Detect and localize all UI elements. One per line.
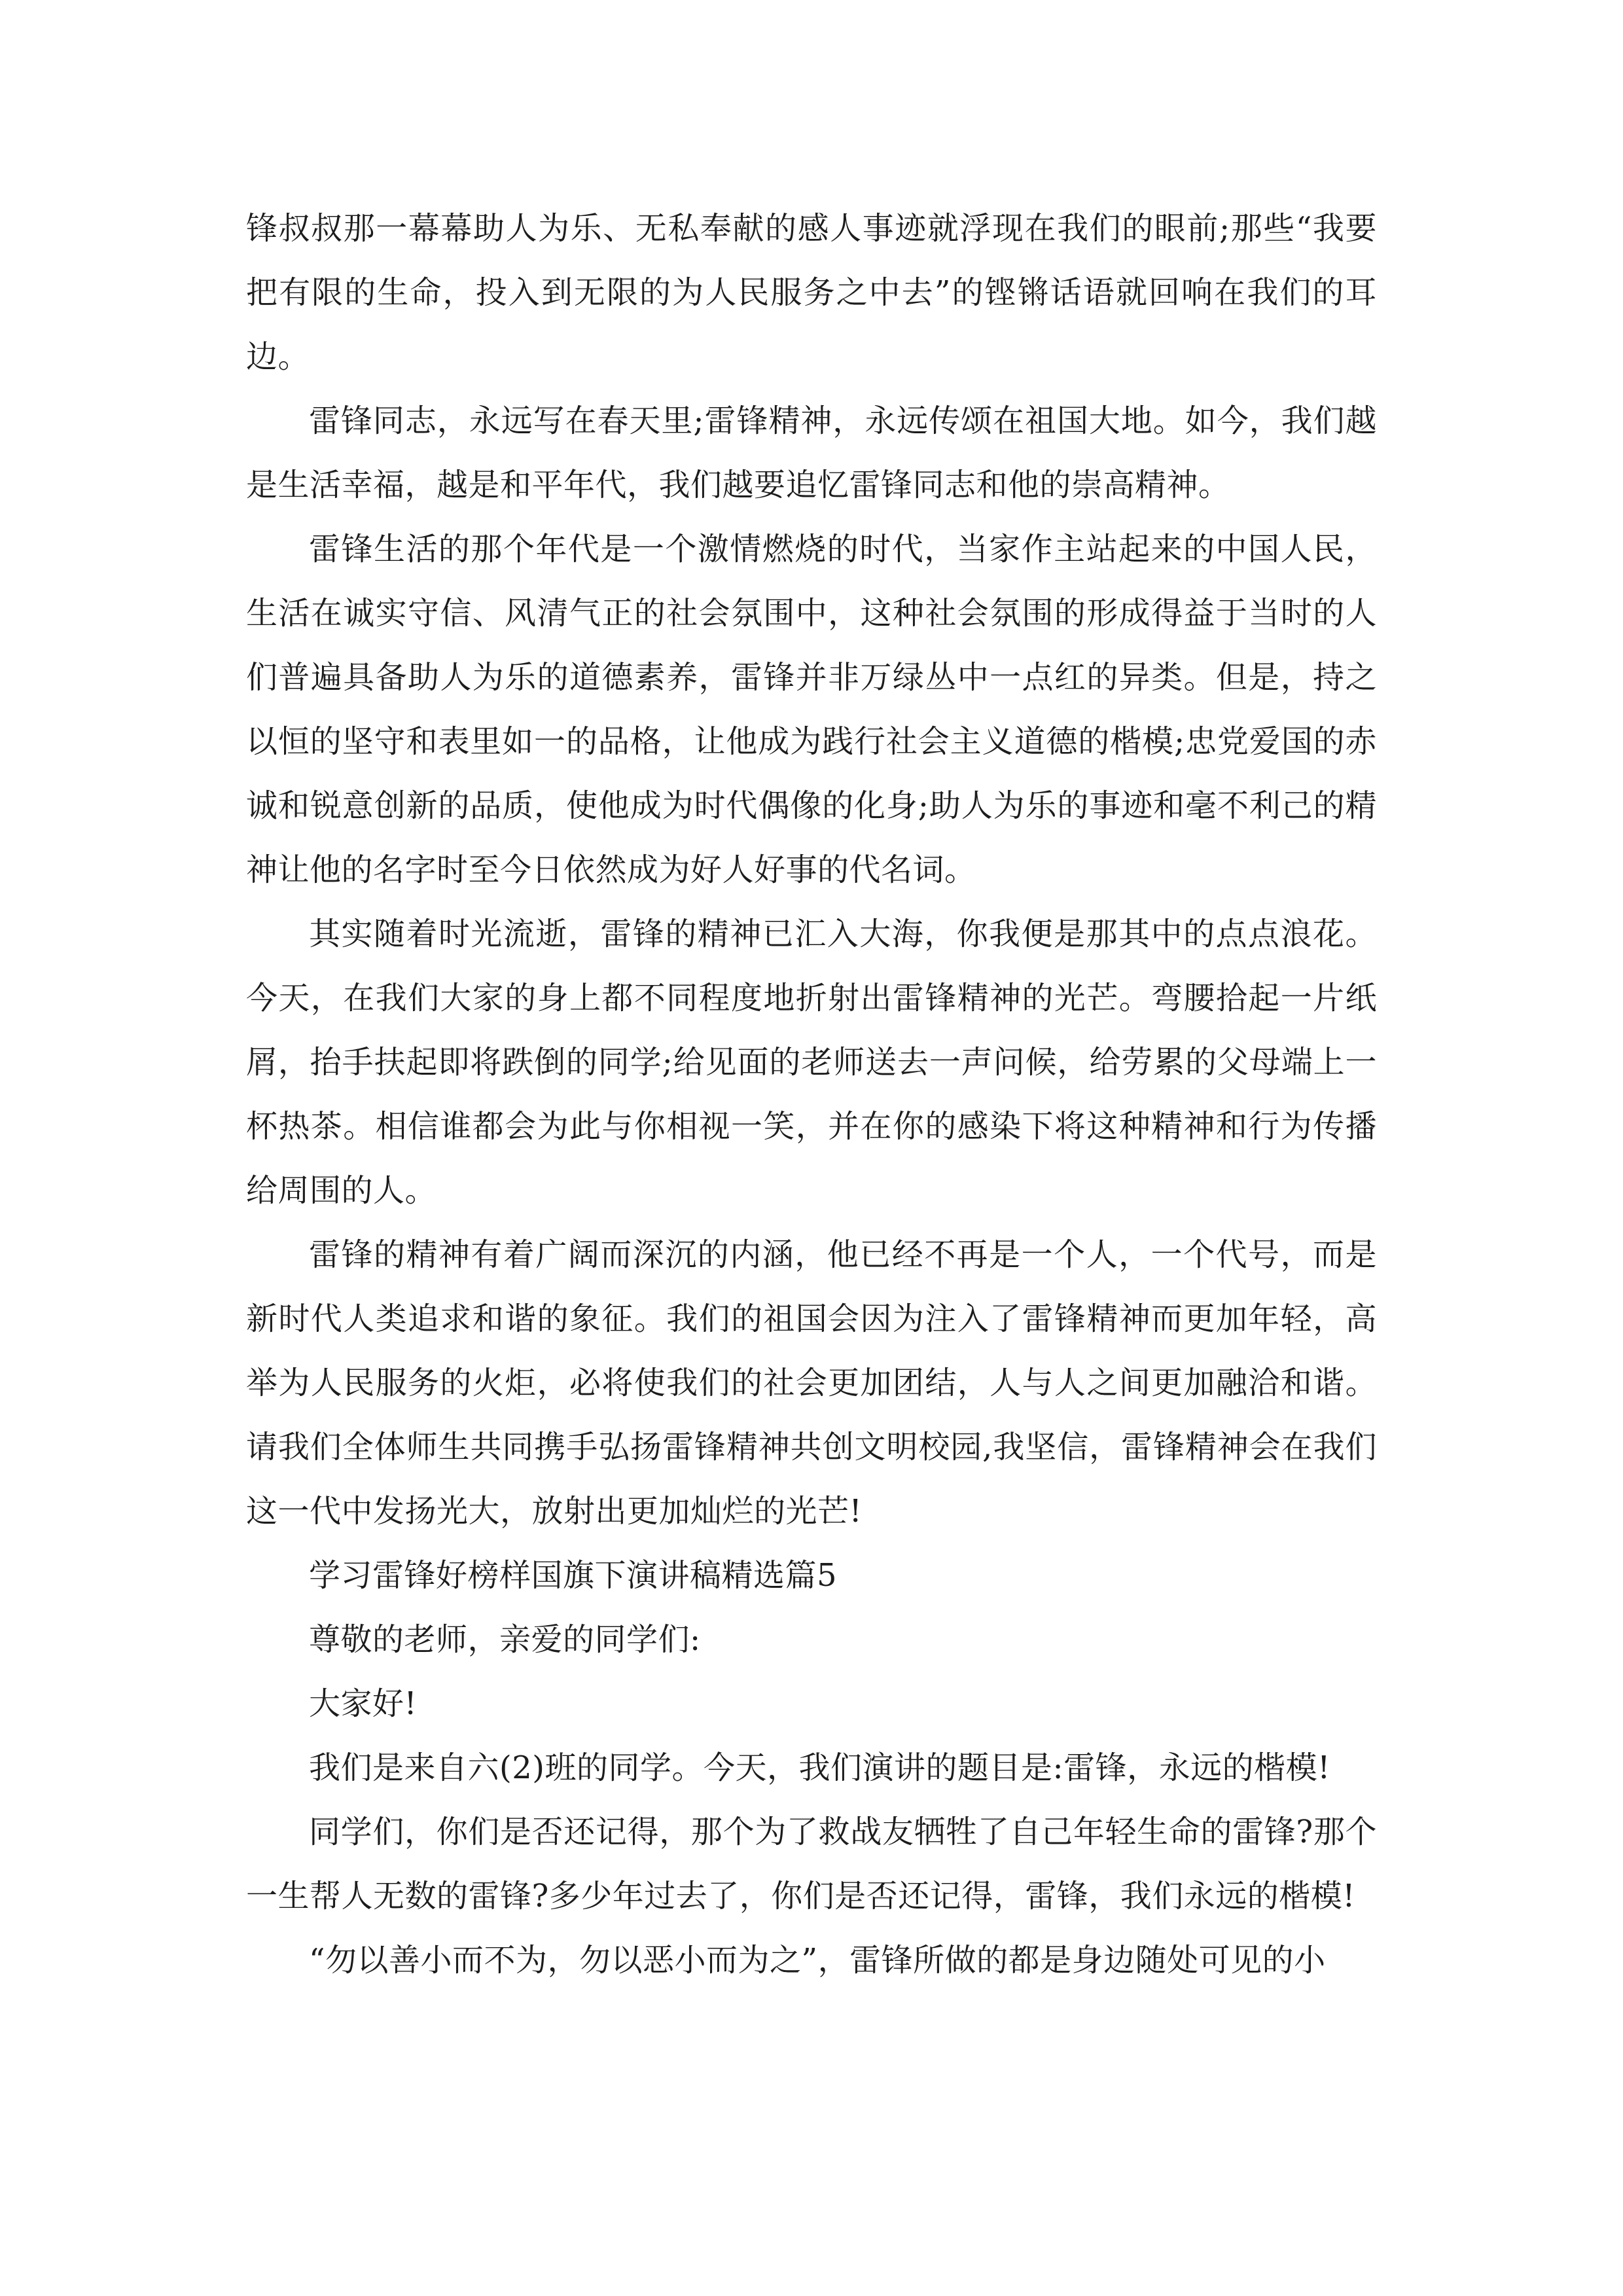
paragraph-intro: 我们是来自六(2)班的同学。今天，我们演讲的题目是:雷锋，永远的楷模! <box>309 1749 1330 1786</box>
greeting: 大家好! <box>309 1685 418 1722</box>
salutation: 尊敬的老师，亲爱的同学们: <box>309 1621 701 1658</box>
paragraph-5: 雷锋的精神有着广阔而深沉的内涵，他已经不再是一个人，一个代号，而是新时代人类追求和谐的象征。我们的祖国会因为注入了雷锋精神而更加年轻，高举为人民服务的火炬，必将使我们的社会更加团结，人与人之间更加融洽和谐。请我们全体师生共同携手弘扬雷锋精神共创文明校园,我坚信，雷锋精神会在我们这一代中发扬光大，放射出更加灿烂的光芒! <box>246 1236 1377 1530</box>
section-heading: 学习雷锋好榜样国旗下演讲稿精选篇5 <box>309 1557 838 1594</box>
paragraph-question: 同学们，你们是否还记得，那个为了救战友牺牲了自己年轻生命的雷锋?那个一生帮人无数的雷锋?多少年过去了，你们是否还记得，雷锋，我们永远的楷模! <box>246 1814 1377 1914</box>
paragraph-2: 雷锋同志，永远写在春天里;雷锋精神，永远传颂在祖国大地。如今，我们越是生活幸福，越是和平年代，我们越要追忆雷锋同志和他的崇高精神。 <box>246 403 1377 503</box>
paragraph-quote: “勿以善小而不为，勿以恶小而为之”，雷锋所做的都是身边随处可见的小 <box>309 1942 1326 1979</box>
document-body <box>246 196 1377 1992</box>
paragraph-4: 其实随着时光流逝，雷锋的精神已汇入大海，你我便是那其中的点点浪花。今天，在我们大家的身上都不同程度地折射出雷锋精神的光芒。弯腰拾起一片纸屑，抬手扶起即将跌倒的同学;给见面的老师送去一声问候，给劳累的父母端上一杯热茶。相信谁都会为此与你相视一笑，并在你的感染下将这种精神和行为传播给周围的人。 <box>246 916 1377 1209</box>
paragraph-3: 雷锋生活的那个年代是一个激情燃烧的时代，当家作主站起来的中国人民，生活在诚实守信、风清气正的社会氛围中，这种社会氛围的形成得益于当时的人们普遍具备助人为乐的道德素养，雷锋并非万绿丛中一点红的异类。但是，持之以恒的坚守和表里如一的品格，让他成为践行社会主义道德的楷模;忠党爱国的赤诚和锐意创新的品质，使他成为时代偶像的化身;助人为乐的事迹和毫不利己的精神让他的名字时至今日依然成为好人好事的代名词。 <box>246 531 1377 888</box>
paragraph-1: 锋叔叔那一幕幕助人为乐、无私奉献的感人事迹就浮现在我们的眼前;那些“我要把有限的生命，投入到无限的为人民服务之中去”的铿锵话语就回响在我们的耳边。 <box>246 210 1377 375</box>
